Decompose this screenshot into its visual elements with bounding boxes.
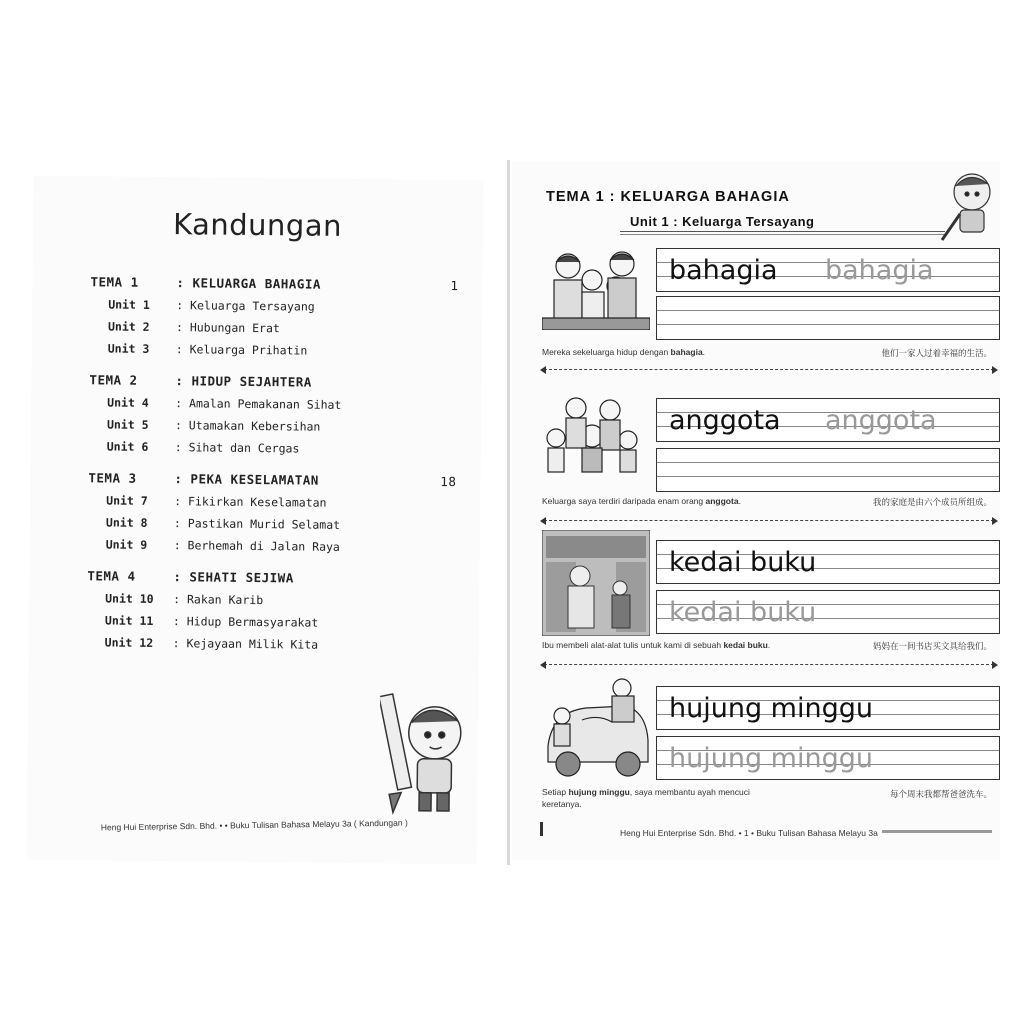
- unit-label: Unit 2: [107, 319, 150, 334]
- trace-word: bahagia: [825, 255, 934, 286]
- section-divider: [544, 664, 994, 665]
- heading-underline: [620, 234, 945, 235]
- footer-bar: [882, 830, 992, 833]
- divider-arrow: [992, 661, 998, 669]
- example-sentence: Keluarga saya terdiri daripada enam orang anggota.: [542, 496, 741, 506]
- writing-box[interactable]: [656, 398, 1000, 442]
- unit-name: : Sihat dan Cergas: [174, 440, 300, 456]
- tema-label: TEMA 2: [89, 372, 138, 388]
- trace-word: kedai buku: [669, 597, 817, 628]
- corner-child-illustration: [932, 164, 1000, 246]
- section-divider: [544, 520, 994, 521]
- car-washing-illustration: [542, 676, 652, 782]
- tema-page-number: 18: [440, 473, 457, 490]
- example-sentence-chinese: 每个周末我都帮爸爸洗车。: [889, 790, 992, 800]
- unit-name: : Hidup Bermasyarakat: [172, 614, 319, 630]
- unit-name: : Keluarga Tersayang: [176, 298, 315, 314]
- example-sentence: Setiap hujung minggu, saya membantu ayah mencuci keretanya.: [542, 787, 750, 809]
- book-gutter: [507, 160, 510, 865]
- writing-box[interactable]: [656, 590, 1000, 634]
- unit-label: Unit 5: [106, 417, 149, 432]
- unit-label: Unit 11: [104, 613, 154, 628]
- writing-box[interactable]: [656, 686, 1000, 730]
- right-page-footer: Heng Hui Enterprise Sdn. Bhd. • 1 • Buku Tulisan Bahasa Melayu 3a: [620, 828, 878, 838]
- trace-word: anggota: [825, 405, 937, 436]
- section-divider: [544, 369, 994, 370]
- unit-label: Unit 1: [108, 297, 150, 312]
- unit-label: Unit 8: [105, 515, 148, 530]
- page-title: Kandungan: [172, 207, 343, 243]
- left-page-footer: Heng Hui Enterprise Sdn. Bhd. • • Buku Tulisan Bahasa Melayu 3a ( Kandungan ): [100, 817, 408, 833]
- left-page-contents: [26, 176, 483, 865]
- model-word: bahagia: [669, 255, 778, 286]
- example-sentence-chinese: 他们一家人过着幸福的生活。: [881, 349, 992, 359]
- heading-underline: [620, 231, 945, 232]
- unit-name: : Utamakan Kebersihan: [174, 418, 321, 434]
- footer-marker: [540, 822, 543, 836]
- tema-name: : HIDUP SEJAHTERA: [175, 373, 312, 390]
- unit-label: Unit 9: [105, 537, 148, 552]
- tema-label: TEMA 1: [90, 274, 139, 290]
- unit-label: Unit 4: [107, 395, 149, 410]
- divider-arrow: [992, 366, 998, 374]
- unit-row: [88, 537, 468, 563]
- unit-label: Unit 10: [105, 591, 154, 606]
- example-sentence: Mereka sekeluarga hidup dengan bahagia.: [542, 347, 706, 357]
- writing-box[interactable]: [656, 448, 1000, 492]
- divider-arrow: [540, 661, 546, 669]
- unit-name: : Keluarga Prihatin: [175, 342, 308, 358]
- right-page-exercise: [512, 162, 1000, 860]
- model-word: kedai buku: [669, 547, 817, 578]
- unit-name: : Rakan Karib: [173, 592, 264, 608]
- writing-box[interactable]: [656, 248, 1000, 292]
- unit-label: Unit 6: [106, 439, 149, 454]
- trace-word: hujung minggu: [669, 743, 873, 774]
- divider-arrow: [540, 366, 546, 374]
- unit-name: : Amalan Pemakanan Sihat: [175, 396, 342, 412]
- writing-box[interactable]: [656, 736, 1000, 780]
- unit-heading: Unit 1 : Keluarga Tersayang: [630, 214, 815, 229]
- model-word: anggota: [669, 405, 781, 436]
- unit-label: Unit 12: [104, 635, 154, 650]
- example-sentence-chinese: 妈妈在一间书店买文具给我们。: [872, 642, 992, 652]
- table-of-contents: [87, 274, 471, 661]
- tema-label: TEMA 3: [88, 470, 137, 486]
- tema-name: : SEHATI SEJIWA: [173, 569, 294, 586]
- example-sentence-chinese: 我的家庭是由六个成员所组成。: [872, 498, 992, 508]
- unit-name: : Berhemah di Jalan Raya: [173, 538, 340, 554]
- unit-row: [87, 635, 467, 661]
- unit-row: [89, 439, 469, 465]
- unit-name: : Kejayaan Milik Kita: [172, 636, 319, 652]
- tema-page-number: 1: [450, 278, 459, 294]
- writing-box[interactable]: [656, 540, 1000, 584]
- tema-label: TEMA 4: [87, 568, 136, 584]
- tema-name: : PEKA KESELAMATAN: [174, 471, 319, 488]
- writing-box[interactable]: [656, 296, 1000, 340]
- divider-arrow: [540, 517, 546, 525]
- unit-name: : Hubungan Erat: [175, 320, 280, 336]
- tema-name: : KELUARGA BAHAGIA: [176, 275, 322, 292]
- unit-name: : Pastikan Murid Selamat: [173, 516, 341, 532]
- boy-with-pencil-illustration: [379, 684, 475, 825]
- tema-heading: TEMA 1 : KELUARGA BAHAGIA: [546, 189, 790, 205]
- divider-arrow: [992, 517, 998, 525]
- unit-name: : Fikirkan Keselamatan: [174, 494, 327, 510]
- unit-label: Unit 3: [107, 341, 150, 356]
- unit-label: Unit 7: [106, 493, 148, 508]
- bookstore-photo-illustration: [542, 530, 650, 636]
- unit-row: [90, 341, 470, 367]
- model-word: hujung minggu: [669, 693, 873, 724]
- family-members-illustration: [542, 394, 650, 476]
- example-sentence: Ibu membeli alat-alat tulis untuk kami di sebuah kedai buku.: [542, 640, 771, 650]
- family-illustration: [542, 248, 650, 330]
